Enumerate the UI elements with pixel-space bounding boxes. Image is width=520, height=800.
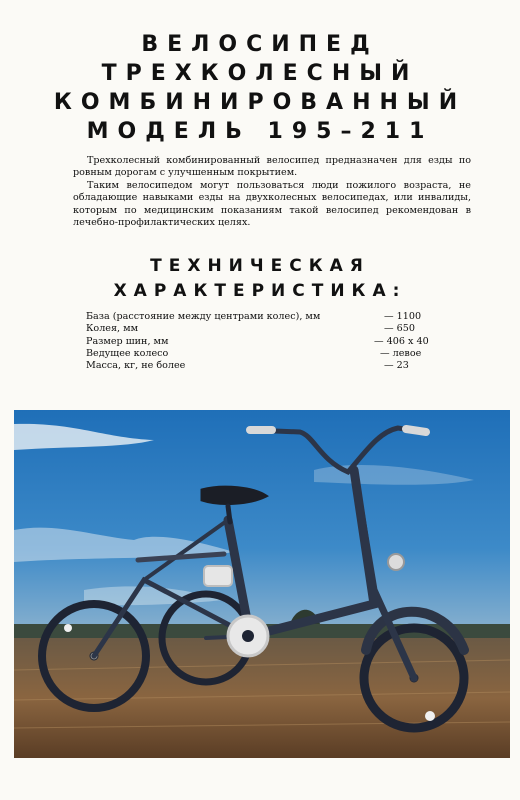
title-line-2: ТРЕХКОЛЕСНЫЙ bbox=[101, 61, 419, 86]
spec-value: — 406 х 40 bbox=[374, 335, 429, 347]
tech-heading-line-1: ТЕХНИЧЕСКАЯ bbox=[150, 256, 370, 276]
tricycle-photo bbox=[14, 410, 510, 758]
tech-specs-heading bbox=[0, 254, 520, 304]
spec-row bbox=[86, 323, 446, 335]
tricycle-photo-svg bbox=[14, 410, 510, 758]
spec-row bbox=[86, 348, 446, 360]
spec-value: — 1100 bbox=[384, 311, 422, 322]
title-line-1: ВЕЛОСИПЕД bbox=[141, 32, 379, 57]
spec-value: — 23 bbox=[384, 360, 409, 372]
field bbox=[14, 638, 510, 758]
spec-label: Колея, мм bbox=[86, 323, 139, 335]
page-title bbox=[0, 30, 520, 146]
spec-row bbox=[86, 336, 446, 348]
spec-label: Ведущее колесо bbox=[86, 347, 169, 359]
intro-text bbox=[73, 155, 471, 229]
spec-row bbox=[86, 360, 446, 372]
spec-value: — 650 bbox=[384, 323, 415, 335]
spec-row bbox=[86, 311, 446, 323]
title-line-4: МОДЕЛЬ 195–211 bbox=[86, 119, 434, 144]
spec-label: Размер шин, мм bbox=[86, 335, 169, 347]
intro-paragraph-1: Трехколесный комбинированный велосипед предназначен для езды по ровным дорогам с улучшенным покрытием. bbox=[73, 155, 471, 179]
intro-paragraph-2: Таким велосипедом могут пользоваться люди пожилого возраста, не обладающие навыками езды на двухколесных велосипедах, или инвалиды, которым по медицинским показаниям такой велосипед рекомендован в лечебно-профилактических целях. bbox=[73, 179, 471, 229]
spec-label: Масса, кг, не более bbox=[86, 360, 186, 372]
spec-list bbox=[86, 311, 446, 372]
title-line-3: КОМБИНИРОВАННЫЙ bbox=[53, 90, 467, 115]
spec-value: — левое bbox=[380, 347, 422, 359]
tech-heading-line-2: ХАРАКТЕРИСТИКА: bbox=[113, 281, 407, 301]
spec-label: База (расстояние между центрами колес), мм bbox=[86, 311, 321, 322]
